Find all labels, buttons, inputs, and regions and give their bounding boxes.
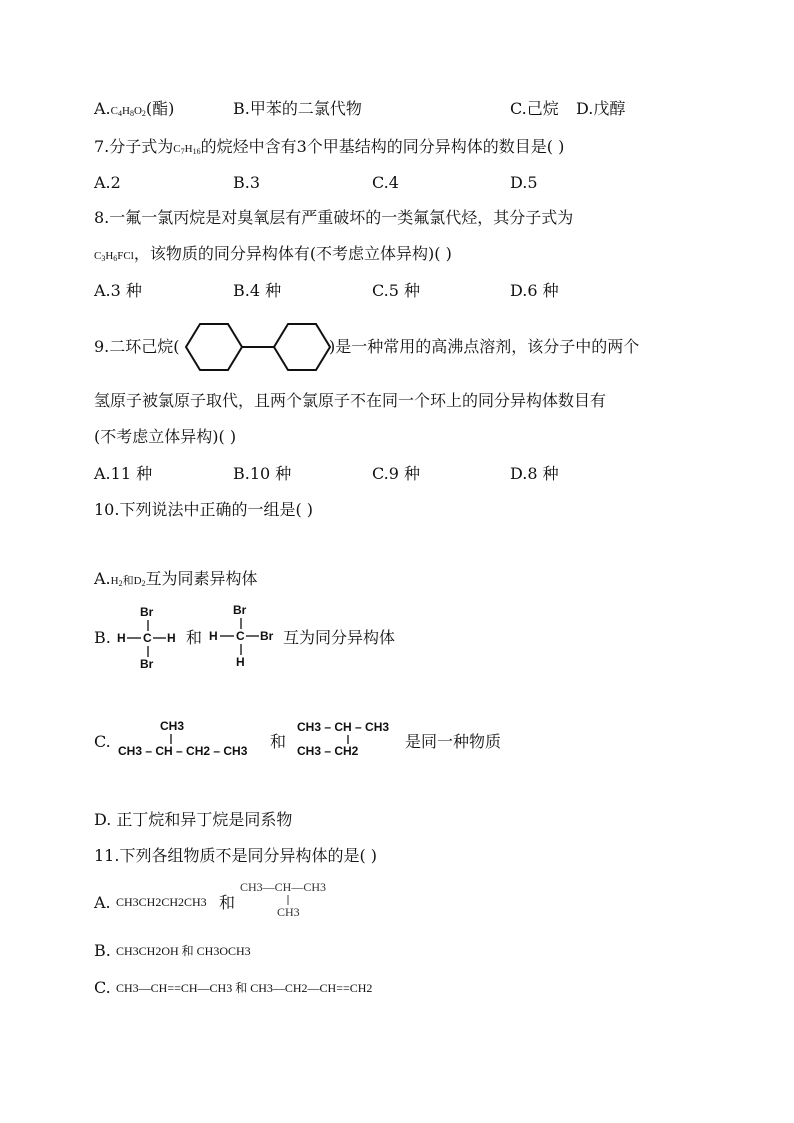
f-sub: 2 bbox=[141, 109, 146, 118]
q6-a-suffix: (酯) bbox=[145, 99, 175, 118]
q7-post: 的烷烃中含有3个甲基结构的同分异构体的数目是( ) bbox=[200, 137, 565, 156]
q8-stem-line1: 8.一氟一氯丙烷是对臭氧层有严重破坏的一类氟氯代烃，其分子式为 bbox=[94, 208, 574, 227]
q11-a-formula1: CH3CH2CH2CH3 bbox=[116, 895, 207, 909]
q11-b-text: CH3CH2OH 和 CH3OCH3 bbox=[116, 944, 251, 958]
q8-post: ，该物质的同分异构体有(不考虑立体异构)( ) bbox=[133, 244, 452, 263]
f-sub: 3 bbox=[101, 254, 106, 263]
q9-option-a: A.11 种 bbox=[94, 464, 153, 483]
c-mol2-bottom: CH3 – CH2 bbox=[297, 744, 359, 758]
q7-pre: 7.分子式为 bbox=[94, 137, 174, 156]
mol2-right: Br bbox=[260, 629, 274, 643]
q7-option-b: B.3 bbox=[233, 173, 261, 192]
q6-a-label: A. bbox=[94, 99, 111, 118]
f-sub: 8 bbox=[129, 109, 134, 118]
q11-stem: 11.下列各组物质不是同分异构体的是( ) bbox=[94, 846, 378, 865]
mol1-center: C bbox=[143, 631, 152, 645]
mol2-top: Br bbox=[233, 603, 247, 617]
mol2-left: H bbox=[209, 629, 218, 643]
f-sub: 2 bbox=[118, 579, 123, 588]
q10-a-label: A. bbox=[94, 569, 111, 588]
q7-option-a: A.2 bbox=[94, 173, 121, 192]
q10-a-post: 互为同素异构体 bbox=[145, 569, 258, 588]
q10-c-post: 是同一种物质 bbox=[405, 732, 502, 751]
f-sub: 4 bbox=[117, 109, 122, 118]
f-el: C bbox=[173, 143, 181, 155]
f-el: C bbox=[110, 105, 118, 117]
q9-option-b: B.10 种 bbox=[233, 464, 292, 483]
f-el: O bbox=[133, 105, 142, 117]
mol2-bottom: H bbox=[236, 655, 245, 669]
q10-b-label: B. bbox=[94, 628, 111, 647]
q9-pre: 9.二环己烷( bbox=[94, 337, 180, 356]
f-sub: 6 bbox=[113, 254, 118, 263]
mol2-center: C bbox=[236, 629, 245, 643]
q11-a-mol2-branch: CH3 bbox=[277, 905, 300, 919]
f-sub: 16 bbox=[192, 147, 201, 156]
q6-option-c: C.己烷 bbox=[510, 99, 559, 118]
mol1-top: Br bbox=[140, 605, 154, 619]
mol1-right: H bbox=[167, 631, 176, 645]
q7-option-c: C.4 bbox=[372, 173, 399, 192]
q10-option-d: D. 正丁烷和异丁烷是同系物 bbox=[94, 810, 293, 829]
f-el: 和D bbox=[122, 575, 142, 587]
q9-option-c: C.9 种 bbox=[372, 464, 421, 483]
q8-option-a: A.3 种 bbox=[94, 281, 142, 300]
q10-b-post: 互为同分异构体 bbox=[283, 628, 396, 647]
c-mol2-top: CH3 – CH – CH3 bbox=[297, 720, 390, 734]
q7-option-d: D.5 bbox=[510, 173, 538, 192]
c-mol1-branch: CH3 bbox=[160, 719, 185, 733]
mol1-left: H bbox=[117, 631, 126, 645]
f-el: C bbox=[94, 250, 102, 262]
f-el: H bbox=[184, 143, 193, 155]
q10-c-and: 和 bbox=[270, 732, 287, 751]
c-mol1-chain: CH3 – CH – CH2 – CH3 bbox=[118, 744, 248, 758]
f-el: FCl bbox=[117, 250, 134, 262]
q11-a-mol2-chain: CH3—CH—CH3 bbox=[240, 880, 327, 894]
q10-stem: 10.下列说法中正确的一组是( ) bbox=[94, 500, 314, 519]
f-el: H bbox=[110, 575, 119, 587]
q9-line2: 氢原子被氯原子取代，且两个氯原子不在同一个环上的同分异构体数目有 bbox=[94, 391, 607, 410]
q8-option-d: D.6 种 bbox=[510, 281, 559, 300]
f-sub: 7 bbox=[180, 147, 185, 156]
q8-option-b: B.4 种 bbox=[233, 281, 282, 300]
q11-b-label: B. bbox=[94, 941, 111, 960]
q10-b-and: 和 bbox=[186, 628, 203, 647]
mol1-bottom: Br bbox=[140, 657, 154, 671]
q9-line3: (不考虑立体异构)( ) bbox=[94, 427, 237, 446]
q11-a-and: 和 bbox=[219, 893, 236, 912]
q6-option-d: D.戊醇 bbox=[576, 99, 626, 118]
q11-a-label: A. bbox=[94, 893, 111, 912]
q6-option-b: B.甲苯的二氯代物 bbox=[233, 99, 362, 118]
q10-c-label: C. bbox=[94, 732, 111, 751]
q9-post: )是一种常用的高沸点溶剂，该分子中的两个 bbox=[329, 337, 640, 356]
q9-option-d: D.8 种 bbox=[510, 464, 559, 483]
q11-c-text: CH3—CH==CH—CH3 和 CH3—CH2—CH==CH2 bbox=[116, 981, 373, 995]
q8-option-c: C.5 种 bbox=[372, 281, 421, 300]
q11-c-label: C. bbox=[94, 978, 111, 997]
f-sub: 2 bbox=[141, 579, 146, 588]
f-el: H bbox=[105, 250, 114, 262]
f-el: H bbox=[121, 105, 130, 117]
